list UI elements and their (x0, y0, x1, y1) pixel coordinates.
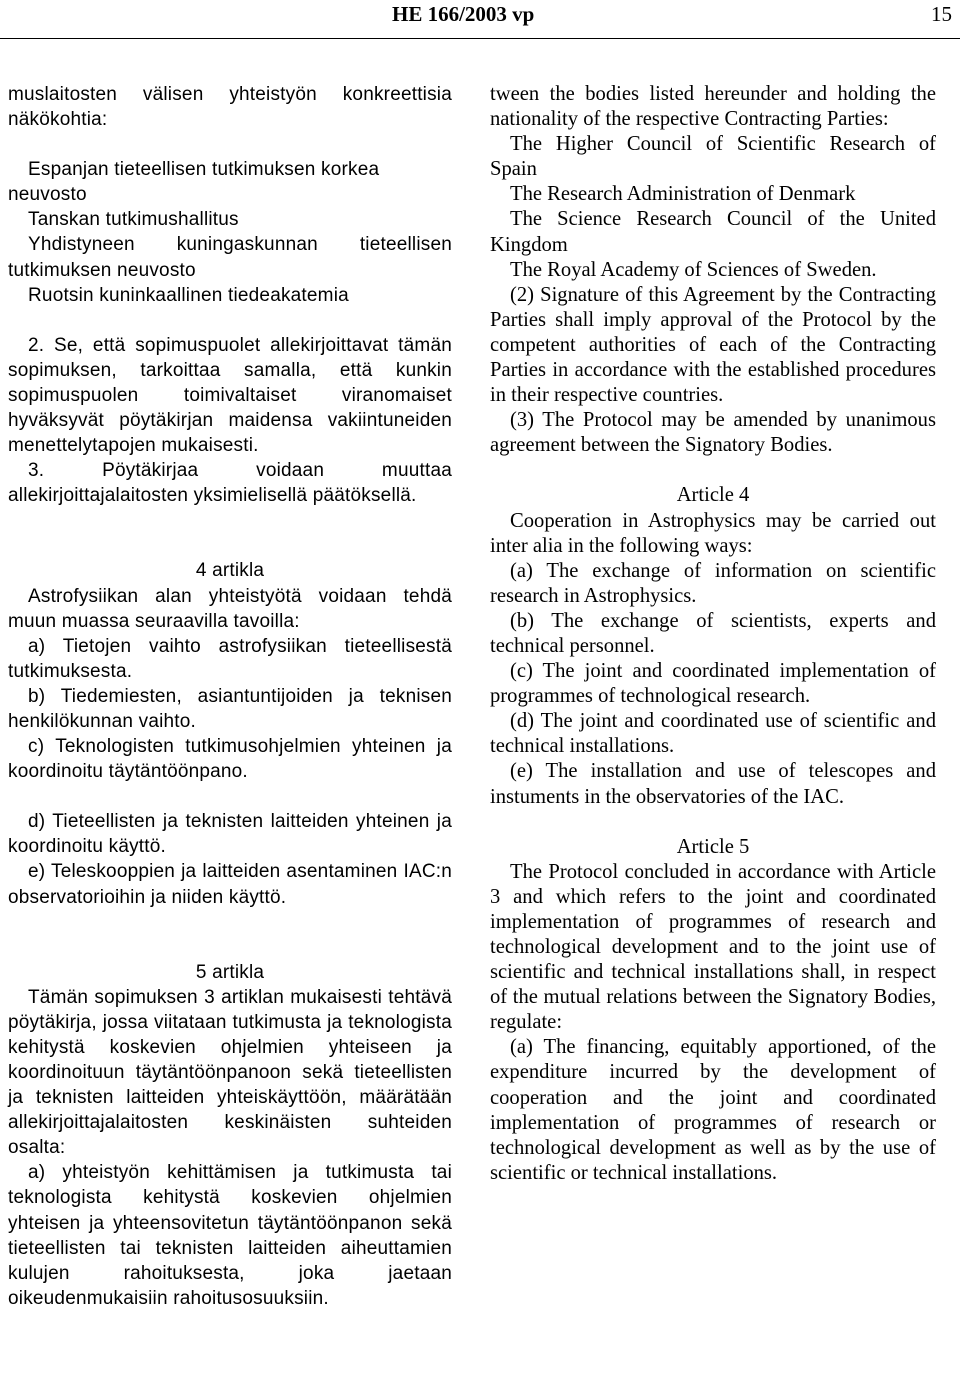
article-4-item-e: e) Teleskooppien ja laitteiden asentaminen IAC:n observatorioihin ja niiden käyttö. (8, 861, 452, 908)
article-4-heading: Article 4 (676, 484, 750, 507)
article-4-intro: Cooperation in Astrophysics may be carried out inter alia in the following ways: (490, 509, 936, 557)
article-5-text: Tämän sopimuksen 3 artiklan mukaisesti tehtävä pöytäkirja, jossa viitataan tutkimusta ja teknologista kehitystä koskevien ohjelmien yhteiseen ja koordinoituun täytäntöönpanoon sekä tieteellisten ja teknisten laitteiden yhteiskäyttöön, määrätään allekirjoittajalaitosten keskinäisten suhteiden osalta: (8, 986, 452, 1159)
article-4-intro: Astrofysiikan alan yhteistyötä voidaan tehdä muun muassa seuraavilla tavoilla: (8, 585, 452, 632)
body-item: The Royal Academy of Sciences of Sweden. (510, 258, 877, 281)
body-item: Espanjan tieteellisen tutkimuksen korkea neuvosto (8, 159, 380, 206)
article-4-item-a: (a) The exchange of information on scientific research in Astrophysics. (490, 559, 936, 607)
article-5-heading: 5 artikla (195, 961, 265, 983)
paragraph-3: (3) The Protocol may be amended by unanimous agreement between the Signatory Bodies. (490, 409, 936, 457)
article-4-item-b: b) Tiedemiesten, asiantuntijoiden ja teknisen henkilökunnan vaihto. (8, 685, 452, 732)
finnish-column (8, 82, 452, 1311)
article-5-item-a: (a) The financing, equitably apportioned, of the expenditure incurred by the development of cooperation and the joint and coordinated implementation of programmes of research or technological development as well as by the use of scientific or technical installations. (490, 1036, 936, 1184)
body-item: The Science Research Council of the United Kingdom (490, 208, 936, 256)
article-5-heading: Article 5 (676, 835, 750, 858)
header-divider (0, 38, 960, 39)
article-5-item-a: a) yhteistyön kehittämisen ja tutkimusta tai teknologista kehitystä koskevien ohjelmien yhteisen ja yhteensovitetun täytäntöönpanon sekä tieteellisten tai teknisten laitteiden aiheuttamien kulujen rahoituksesta, joka jaetaan oikeudenmukaisiin rahoitusosuuksiin. (8, 1162, 452, 1309)
intro-text: tween the bodies listed hereunder and holding the nationality of the respective Contracting Parties: (490, 83, 936, 131)
article-4-item-c: (c) The joint and coordinated implementation of programmes of technological research. (490, 660, 936, 708)
article-4-heading: 4 artikla (195, 560, 265, 582)
page-number: 15 (931, 2, 952, 26)
article-4-item-b: (b) The exchange of scientists, experts and technical personnel. (490, 609, 936, 657)
intro-text: muslaitosten välisen yhteistyön konkreettisia näkökohtia: (8, 84, 452, 131)
article-4-item-c: c) Teknologisten tutkimusohjelmien yhteinen ja koordinoitu täytäntöönpano. (8, 736, 452, 783)
body-item: The Research Administration of Denmark (510, 183, 856, 206)
body-item: Tanskan tutkimushallitus (28, 209, 239, 231)
article-4-item-d: (d) The joint and coordinated use of scientific and technical installations. (490, 710, 936, 758)
english-column (490, 82, 936, 1186)
document-id: HE 166/2003 vp (392, 2, 535, 26)
paragraph-2: (2) Signature of this Agreement by the Contracting Parties shall imply approval of the Protocol by the competent authorities of each of the Contracting Parties in accordance with the established procedures in their respective countries. (490, 283, 936, 407)
article-4-item-e: (e) The installation and use of telescopes and instuments in the observatories of the IAC. (490, 760, 936, 808)
article-4-item-d: d) Tieteellisten ja teknisten laitteiden yhteinen ja koordinoitu käyttö. (8, 811, 452, 858)
article-4-item-a: a) Tietojen vaihto astrofysiikan tieteellisestä tutkimuksesta. (8, 635, 452, 682)
body-item: Ruotsin kuninkaallinen tiedeakatemia (28, 284, 349, 306)
article-5-text: The Protocol concluded in accordance with Article 3 and which refers to the joint and coordinated implementation of programmes of research and technological development and to the joint use of scientific and technical installations shall, in respect of the mutual relations between the Signatory Bodies, regulate: (490, 860, 936, 1034)
page-header (0, 0, 960, 30)
body-item: The Higher Council of Scientific Research of Spain (490, 133, 936, 181)
body-item: Yhdistyneen kuningaskunnan tieteellisen tutkimuksen neuvosto (8, 234, 452, 281)
paragraph-3: 3. Pöytäkirjaa voidaan muuttaa allekirjoittajalaitosten yksimielisellä päätöksellä. (8, 460, 452, 507)
paragraph-2: 2. Se, että sopimuspuolet allekirjoittavat tämän sopimuksen, tarkoittaa samalla, että kunkin sopimuspuolen toimivaltaiset viranomaiset hyväksyvät pöytäkirjan maidensa vakiintuneiden menettelytapojen mukaisesti. (8, 334, 452, 457)
